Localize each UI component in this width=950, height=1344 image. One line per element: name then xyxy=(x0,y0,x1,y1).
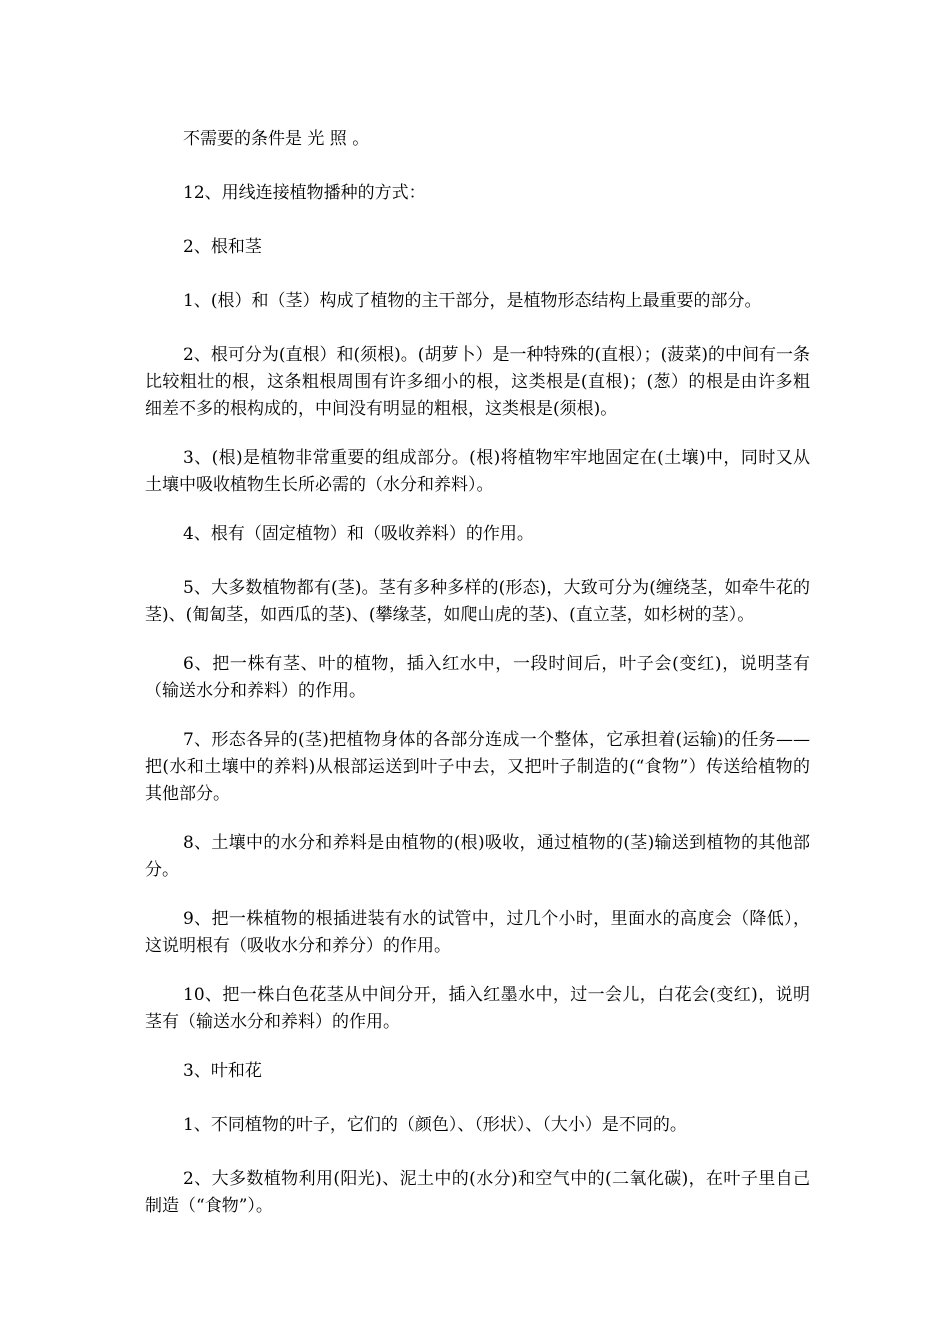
paragraph-roots-stems-2: 2、根可分为(直根）和(须根)。(胡萝卜）是一种特殊的(直根）；(菠菜)的中间有一条比较粗壮的根，这条粗根周围有许多细小的根，这类根是(直根)；(葱）的根是由许多粗细差不多的根构成的，中间没有明显的粗根，这类根是(须根)。 xyxy=(145,345,810,419)
paragraph-leaves-flowers-2: 2、大多数植物利用(阳光)、泥土中的(水分)和空气中的(二氧化碳)，在叶子里自己制造（“食物”）。 xyxy=(145,1169,810,1216)
paragraph-roots-stems-8: 8、土壤中的水分和养料是由植物的(根)吸收，通过植物的(茎)输送到植物的其他部分。 xyxy=(145,833,810,880)
paragraph-roots-stems-3: 3、(根)是植物非常重要的组成部分。(根)将植物牢牢地固定在(土壤)中，同时又从土壤中吸收植物生长所必需的（水分和养料）。 xyxy=(145,448,810,495)
paragraph-roots-stems-6: 6、把一株有茎、叶的植物，插入红水中，一段时间后，叶子会(变红)，说明茎有（输送水分和养料）的作用。 xyxy=(145,654,810,701)
document-body xyxy=(145,126,810,1242)
paragraph-sowing-methods: 12、用线连接植物播种的方式： xyxy=(183,183,426,203)
paragraph-roots-stems-5: 5、大多数植物都有(茎)。茎有多种多样的(形态)，大致可分为(缠绕茎，如牵牛花的茎)、(匍匐茎，如西瓜的茎)、(攀缘茎，如爬山虎的茎)、(直立茎，如杉树的茎）。 xyxy=(145,578,810,625)
paragraph-roots-stems-7: 7、形态各异的(茎)把植物身体的各部分连成一个整体，它承担着(运输)的任务——把(水和土壤中的养料)从根部运送到叶子中去，又把叶子制造的(“食物”）传送给植物的其他部分。 xyxy=(145,730,810,804)
paragraph-roots-stems-1: 1、(根）和（茎）构成了植物的主干部分，是植物形态结构上最重要的部分。 xyxy=(183,291,762,311)
paragraph-roots-stems-10: 10、把一株白色花茎从中间分开，插入红墨水中，过一会儿，白花会(变红)，说明茎有（输送水分和养料）的作用。 xyxy=(145,985,810,1032)
paragraph-roots-stems-4: 4、根有（固定植物）和（吸收养料）的作用。 xyxy=(183,524,534,544)
section-heading-roots-stems: 2、根和茎 xyxy=(183,237,262,257)
section-heading-leaves-flowers: 3、叶和花 xyxy=(183,1061,262,1081)
paragraph-roots-stems-9: 9、把一株植物的根插进装有水的试管中，过几个小时，里面水的高度会（降低），这说明根有（吸收水分和养分）的作用。 xyxy=(145,909,810,956)
paragraph-leaves-flowers-1: 1、不同植物的叶子，它们的（颜色）、（形状）、（大小）是不同的。 xyxy=(183,1115,687,1135)
paragraph-light-condition: 不需要的条件是 光 照 。 xyxy=(183,129,370,149)
